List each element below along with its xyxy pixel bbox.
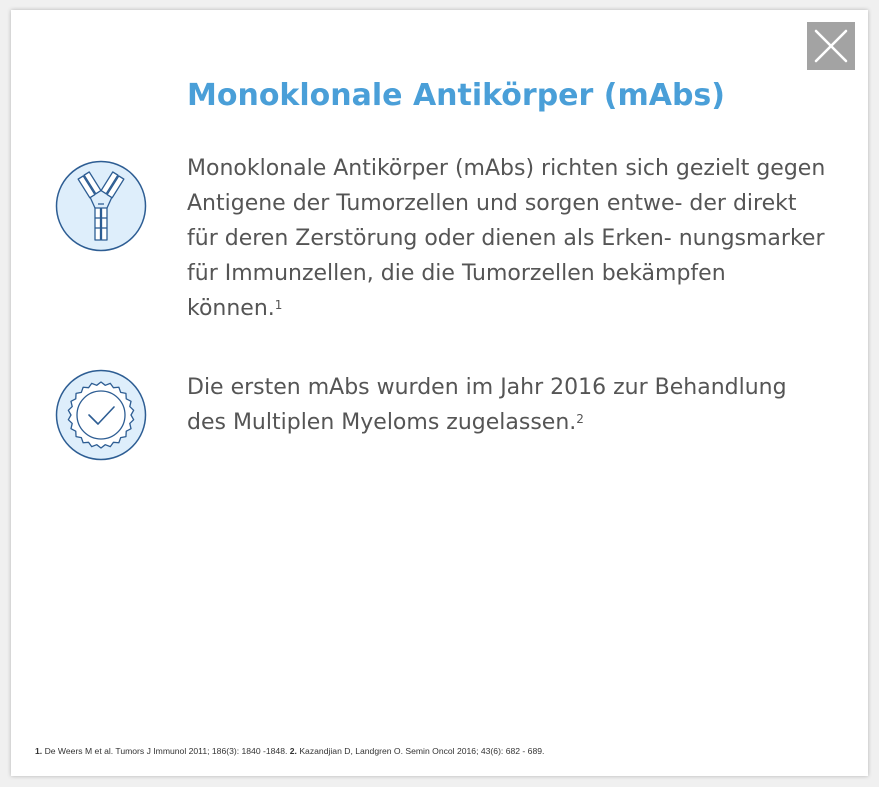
- info-panel: [11, 10, 868, 776]
- footnote-ref: 2: [576, 412, 584, 426]
- item-text: Monoklonale Antikörper (mAbs) richten sich gezielt gegen Antigene der Tumorzellen und sorgen entwe- der direkt für deren Zerstörung oder dienen als Erken- nungsmarker für Immunzellen, die die Tumorzellen bekämpfen können.$^1$: [187, 156, 826, 321]
- page-title: Monoklonale Antikörper (mAbs): [187, 78, 725, 113]
- approval-seal-checkmark-icon: [55, 369, 147, 461]
- footnotes: 1. De Weers M et al. Tumors J Immunol 2011; 186(3): 1840 -1848. 2. Kazandjian D, Landgren O. Semin Oncol 2016; 43(6): 682 - 689.: [35, 746, 545, 756]
- footnote-ref: 1: [274, 298, 283, 312]
- item-text: Die ersten mAbs wurden im Jahr 2016 zur Behandlung des Multiplen Myeloms zugelassen.$^2$: [187, 375, 787, 435]
- close-x-icon: [807, 22, 855, 70]
- antibody-icon: [55, 160, 147, 252]
- close-button[interactable]: [807, 22, 855, 70]
